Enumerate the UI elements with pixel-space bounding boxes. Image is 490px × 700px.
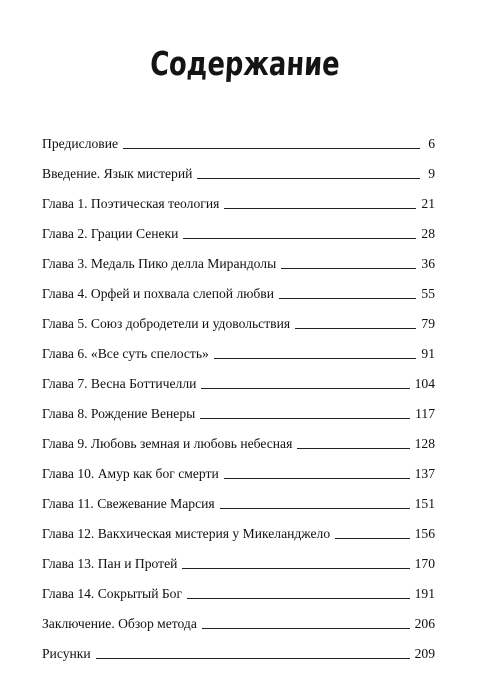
toc-entry <box>42 152 435 182</box>
toc-entry-page: 79 <box>421 316 435 331</box>
toc-entry-page: 91 <box>421 346 435 361</box>
toc-entry-label: Глава 4. Орфей и похвала слепой любви <box>42 286 275 301</box>
toc-entry-label: Глава 5. Союз добродетели и удовольствия <box>42 316 291 331</box>
toc-entry-label: Глава 14. Сокрытый Бог <box>42 586 183 601</box>
toc-entry-label: Глава 10. Амур как бог смерти <box>42 466 219 481</box>
page-title: Содержание <box>149 44 341 83</box>
toc-entry-label: Глава 3. Медаль Пико делла Мирандолы <box>42 256 277 271</box>
toc-leader-line <box>295 328 416 329</box>
toc-entry <box>42 572 435 602</box>
toc-entry-label: Глава 11. Свежевание Марсия <box>42 496 215 511</box>
toc-entry <box>42 182 435 212</box>
toc-leader-line <box>214 358 417 359</box>
toc-entry <box>42 392 435 422</box>
toc-entry-label: Введение. Язык мистерий <box>42 166 193 181</box>
toc-entry <box>42 272 435 302</box>
toc-entry <box>42 122 435 152</box>
toc-entry-page: 151 <box>414 496 435 511</box>
table-of-contents <box>42 122 435 662</box>
toc-entry <box>42 542 435 572</box>
toc-entry-label: Глава 13. Пан и Протей <box>42 556 178 571</box>
toc-entry-label: Глава 7. Весна Боттичелли <box>42 376 197 391</box>
toc-entry <box>42 422 435 452</box>
toc-entry <box>42 512 435 542</box>
toc-entry-page: 191 <box>414 586 435 601</box>
toc-entry-label: Глава 12. Вакхическая мистерия у Микеланджело <box>42 526 331 541</box>
toc-entry-label: Глава 8. Рождение Венеры <box>42 406 196 421</box>
toc-entry-page: 55 <box>421 286 435 301</box>
toc-entry <box>42 452 435 482</box>
toc-entry <box>42 332 435 362</box>
toc-entry <box>42 362 435 392</box>
toc-entry <box>42 632 435 662</box>
toc-leader-line <box>197 178 420 179</box>
toc-entry-page: 209 <box>414 646 435 661</box>
toc-entry-page: 156 <box>414 526 435 541</box>
toc-entry-page: 21 <box>421 196 435 211</box>
toc-entry <box>42 482 435 512</box>
toc-entry-page: 36 <box>421 256 435 271</box>
toc-entry-page: 206 <box>414 616 435 631</box>
toc-entry-label: Предисловие <box>42 136 119 151</box>
toc-leader-line <box>182 568 409 569</box>
toc-entry-label: Глава 9. Любовь земная и любовь небесная <box>42 436 293 451</box>
toc-leader-line <box>220 508 410 509</box>
toc-entry-page: 6 <box>428 136 435 151</box>
toc-entry-page: 170 <box>414 556 435 571</box>
toc-leader-line <box>297 448 409 449</box>
toc-entry-page: 128 <box>414 436 435 451</box>
toc-entry <box>42 602 435 632</box>
toc-entry <box>42 302 435 332</box>
toc-leader-line <box>224 478 410 479</box>
toc-leader-line <box>201 388 409 389</box>
toc-entry-label: Заключение. Обзор метода <box>42 616 197 631</box>
toc-leader-line <box>335 538 409 539</box>
toc-entry <box>42 212 435 242</box>
toc-leader-line <box>123 148 420 149</box>
toc-entry-page: 9 <box>428 166 435 181</box>
toc-leader-line <box>202 628 410 629</box>
toc-leader-line <box>281 268 416 269</box>
toc-entry-label: Глава 1. Поэтическая теология <box>42 196 220 211</box>
toc-leader-line <box>183 238 416 239</box>
toc-entry-page: 104 <box>414 376 435 391</box>
toc-entry-label: Глава 2. Грации Сенеки <box>42 226 179 241</box>
toc-entry-page: 137 <box>414 466 435 481</box>
toc-leader-line <box>187 598 410 599</box>
toc-leader-line <box>224 208 416 209</box>
toc-entry-label: Рисунки <box>42 646 91 661</box>
toc-entry-page: 28 <box>421 226 435 241</box>
toc-leader-line <box>279 298 416 299</box>
toc-leader-line <box>200 418 410 419</box>
toc-entry-label: Глава 6. «Все суть спелость» <box>42 346 209 361</box>
toc-leader-line <box>96 658 410 659</box>
toc-entry <box>42 242 435 272</box>
toc-entry-page: 117 <box>415 406 435 421</box>
